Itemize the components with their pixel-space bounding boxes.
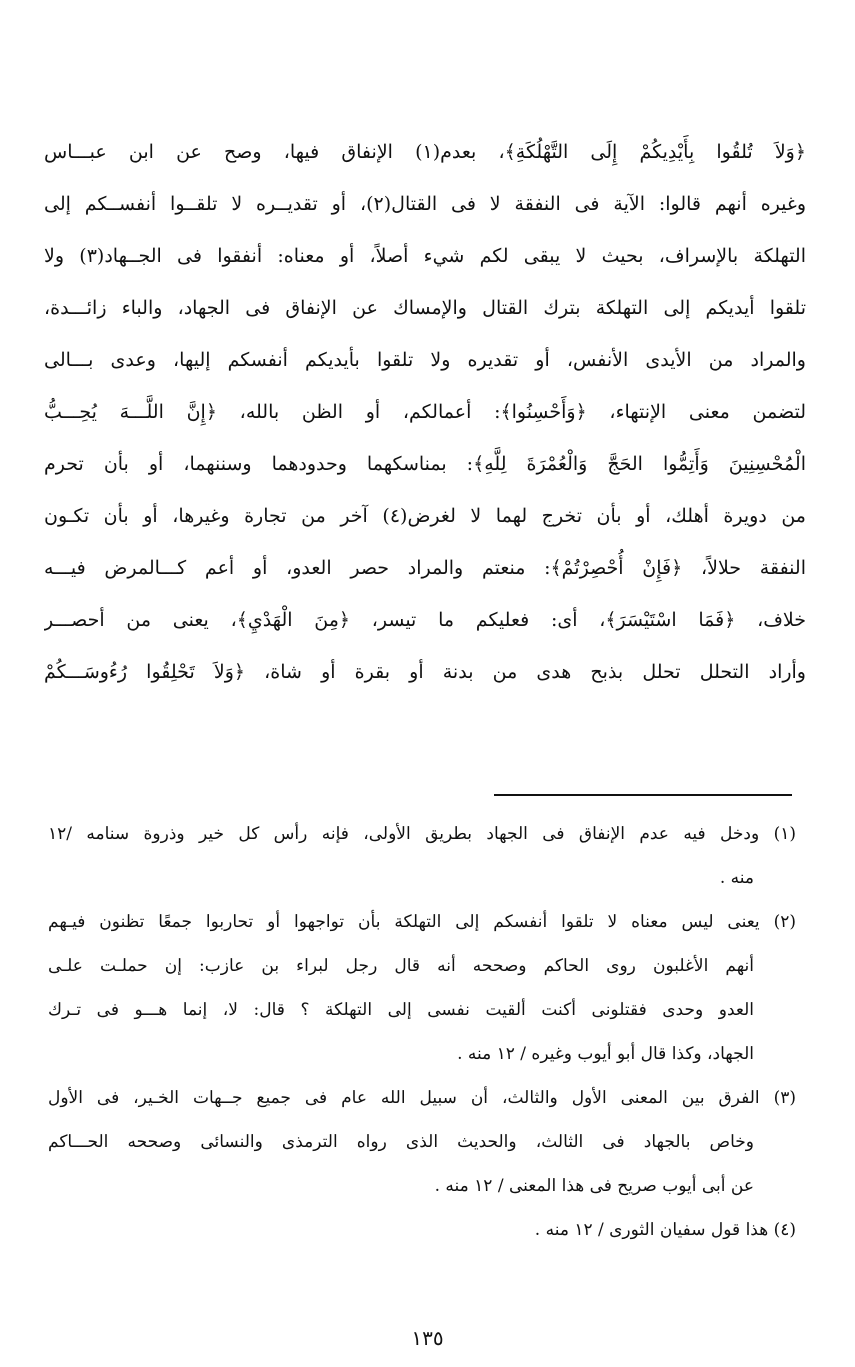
text-line: لتضمن معنى الإنتهاء، ﴿وَأَحْسِنُوا﴾: أعمالكم، أو الظن بالله، ﴿إِنَّ اللَّـــهَ يُحِـــبُّ <box>44 401 806 423</box>
text-line: الْمُحْسِنِينَ وَأَتِمُّوا الحَجَّ وَالْعُمْرَةَ لِلَّهِ﴾: بمناسكهما وحدودهما وسننهما، أو بأن تحرم <box>44 453 806 475</box>
footnote-line: الجهاد، وكذا قال أبو أيوب وغيره / ١٢ منه . <box>457 1044 754 1064</box>
text-line: والمراد من الأيدى الأنفس، أو تقديره ولا تلقوا بأيديكم أنفسكم إليها، وعدى بـــالى <box>44 349 806 371</box>
footnote-line: (٢) يعنى ليس معناه لا تلقوا أنفسكم إلى التهلكة بأن تواجهوا أو تحاربوا جمعًا تظنون فيـهم <box>48 912 796 932</box>
text-line: من دويرة أهلك، أو بأن تخرج لهما لا لغرض(٤) آخر من تجارة وغيرها، أو بأن تكـون <box>44 505 806 527</box>
footnote-2 <box>48 900 796 1076</box>
text-line: تلقوا أيديكم إلى التهلكة بترك القتال والإمساك عن الإنفاق فى الجهاد، والباء زائـــدة، <box>44 297 806 319</box>
footnote-line: العدو وحدى فقتلونى أكنت ألقيت نفسى إلى التهلكة ؟ قال: لا، إنما هـــو فى تـرك <box>48 1000 754 1020</box>
text-line: التهلكة بالإسراف، بحيث لا يبقى لكم شيء أصلاً، أو معناه: أنفقوا فى الجــهاد(٣) ولا <box>44 245 806 267</box>
footnote-line: (٤) هذا قول سفيان الثورى / ١٢ منه . <box>534 1220 796 1240</box>
page-number: ١٣٥ <box>411 1326 444 1350</box>
footnotes <box>48 812 796 1252</box>
text-line: خلاف، ﴿فَمَا اسْتَيْسَرَ﴾، أى: فعليكم ما تيسر، ﴿مِنَ الْهَدْيِ﴾، يعنى من أحصـــر <box>44 609 806 631</box>
text-line: وغيره أنهم قالوا: الآية فى النفقة لا فى القتال(٢)، أو تقديــره لا تلقــوا أنفســكم إلى <box>44 193 806 215</box>
footnote-line: وخاص بالجهاد فى الثالث، والحديث الذى رواه الترمذى والنسائى وصححه الحـــاكم <box>48 1132 754 1152</box>
footnote-3 <box>48 1076 796 1208</box>
footnote-line: (٣) الفرق بين المعنى الأول والثالث، أن سبيل الله عام فى جميع جــهات الخـير، فى الأول <box>48 1088 796 1108</box>
footnote-line: منه . <box>719 868 754 888</box>
footnote-4 <box>48 1208 796 1252</box>
footnote-separator <box>494 794 792 796</box>
footnote-line: (١) ودخل فيه عدم الإنفاق فى الجهاد بطريق الأولى، فإنه رأس كل خير وذروة سنامه /١٢ <box>48 824 796 844</box>
text-line: ﴿وَلاَ تُلقُوا بِأَيْدِيكُمْ إِلَى التَّهْلُكَةِ﴾، بعدم(١) الإنفاق فيها، وصح عن ابن عبـــاس <box>44 141 806 163</box>
footnote-line: عن أبى أيوب صريح فى هذا المعنى / ١٢ منه . <box>434 1176 754 1196</box>
footnote-line: أنهم الأغلبون روى الحاكم وصححه أنه قال رجل لبراء بن عازب: إن حملـت علـى <box>48 956 754 976</box>
footnote-1 <box>48 812 796 900</box>
text-line: وأراد التحلل تحلل بذبح هدى من بدنة أو بقرة أو شاة، ﴿وَلاَ تَحْلِقُوا رُءُوسَـــكُمْ <box>44 661 806 683</box>
main-text <box>44 126 806 698</box>
text-line: النفقة حلالاً، ﴿فَإِنْ أُحْصِرْتُمْ﴾: منعتم والمراد حصر العدو، أو أعم كـــالمرض فيـــه <box>44 557 806 579</box>
